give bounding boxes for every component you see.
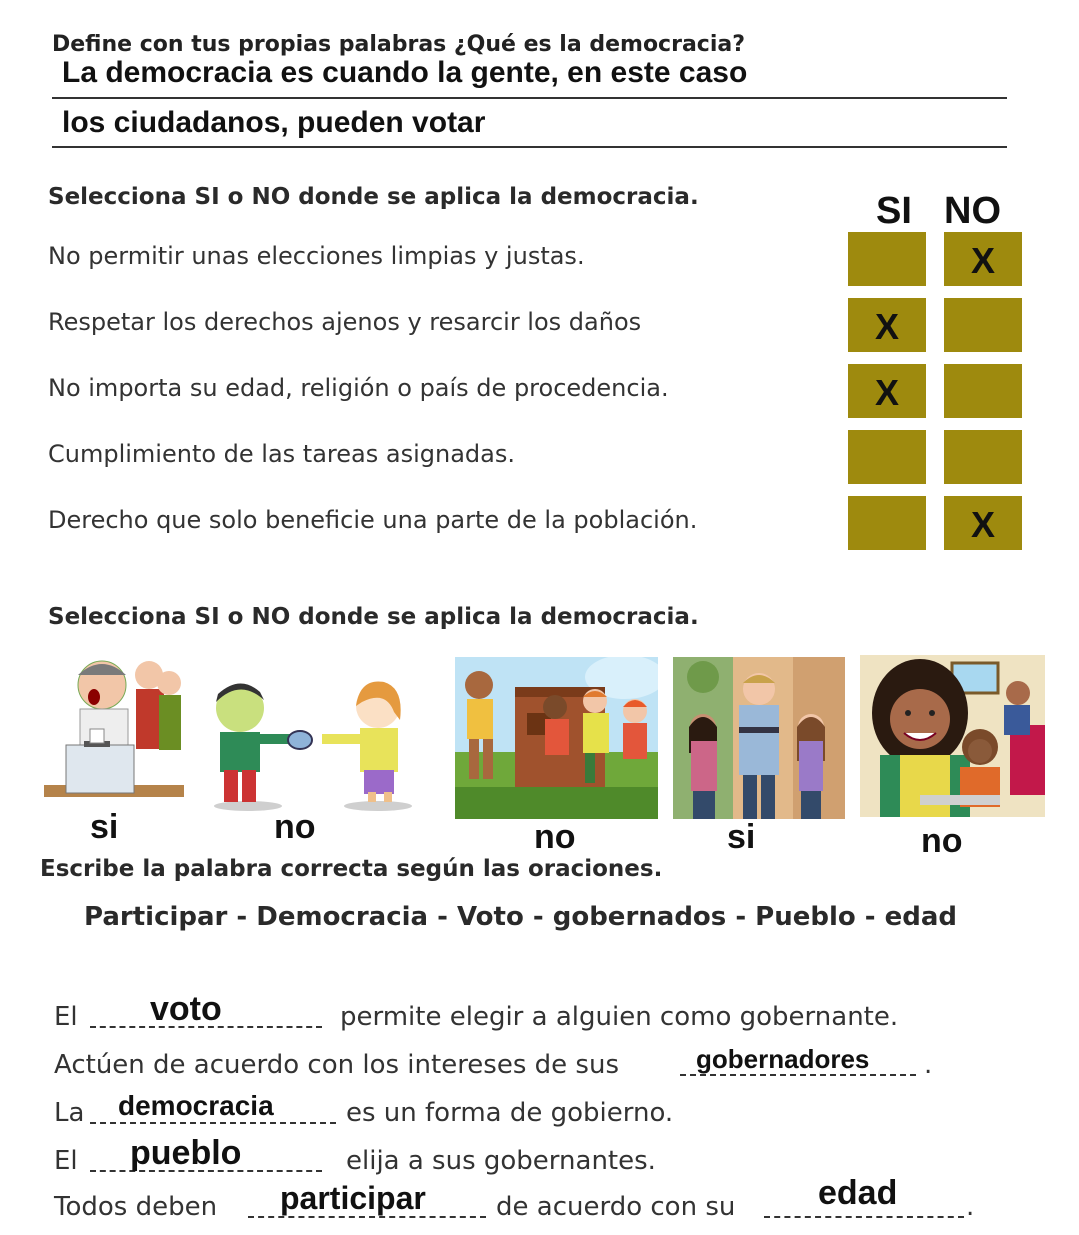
column-header-no: NO [944, 190, 1001, 232]
sentence3-answer: democracia [118, 1090, 274, 1121]
sentence1-answer: voto [150, 990, 222, 1028]
family-illustration [673, 657, 845, 819]
voting-illustration [44, 645, 184, 817]
section3-title: Escribe la palabra correcta según las oraciones. [40, 856, 663, 882]
sentence2-answer: gobernadores [696, 1044, 870, 1074]
cooking-illustration [860, 655, 1045, 817]
answer-line-1 [52, 97, 1007, 99]
checkbox-no-4[interactable] [944, 430, 1022, 484]
checkbox-no-2[interactable] [944, 298, 1022, 352]
picture-answer-5: no [921, 822, 963, 860]
sentence3-pre: La [54, 1098, 85, 1128]
sentence4-pre: El [54, 1146, 78, 1176]
statement-1: No permitir unas elecciones limpias y justas. [48, 242, 585, 270]
column-header-si: SI [876, 190, 912, 232]
kids-building-illustration [455, 657, 658, 819]
sentence5-answer-2: edad [818, 1174, 898, 1212]
sentence1-pre: El [54, 1002, 78, 1032]
checkbox-si-2[interactable]: X [848, 298, 926, 352]
picture-answer-1: si [90, 808, 119, 846]
picture-answer-2: no [274, 808, 316, 846]
statement-2: Respetar los derechos ajenos y resarcir los daños [48, 308, 642, 336]
sentence4-answer: pueblo [130, 1134, 242, 1172]
exchange-illustration [200, 672, 425, 812]
checkbox-no-3[interactable] [944, 364, 1022, 418]
statement-3: No importa su edad, religión o país de procedencia. [48, 374, 669, 402]
sentence2-post: . [924, 1050, 933, 1080]
sentence5-blank-2[interactable] [764, 1214, 964, 1218]
sentence4-post: elija a sus gobernantes. [346, 1146, 656, 1176]
sentence5-pre: Todos deben [54, 1192, 218, 1222]
statement-5: Derecho que solo beneficie una parte de la población. [48, 506, 698, 534]
checkbox-no-5[interactable]: X [944, 496, 1022, 550]
sentence5-answer: participar [280, 1180, 426, 1216]
word-bank: Participar - Democracia - Voto - gobernados - Pueblo - edad [84, 902, 958, 932]
answer-line-2 [52, 146, 1007, 148]
sentence5-mid: de acuerdo con su [496, 1192, 736, 1222]
checkbox-si-4[interactable] [848, 430, 926, 484]
definition-question: Define con tus propias palabras ¿Qué es la democracia? [52, 32, 745, 57]
section2-title: Selecciona SI o NO donde se aplica la democracia. [48, 604, 699, 630]
sentence2-pre: Actúen de acuerdo con los intereses de sus [54, 1050, 619, 1080]
definition-answer-line1: La democracia es cuando la gente, en este caso [62, 56, 748, 89]
checkbox-si-3[interactable]: X [848, 364, 926, 418]
section1-title: Selecciona SI o NO donde se aplica la democracia. [48, 184, 699, 210]
definition-answer-line2: los ciudadanos, pueden votar [62, 106, 486, 139]
sentence1-post: permite elegir a alguien como gobernante. [340, 1002, 899, 1032]
checkbox-no-1[interactable]: X [944, 232, 1022, 286]
picture-answer-3: no [534, 818, 576, 856]
sentence3-post: es un forma de gobierno. [346, 1098, 674, 1128]
sentence5-post: . [966, 1192, 975, 1222]
checkbox-si-5[interactable] [848, 496, 926, 550]
picture-answer-4: si [727, 818, 756, 856]
statement-4: Cumplimiento de las tareas asignadas. [48, 440, 515, 468]
checkbox-si-1[interactable] [848, 232, 926, 286]
